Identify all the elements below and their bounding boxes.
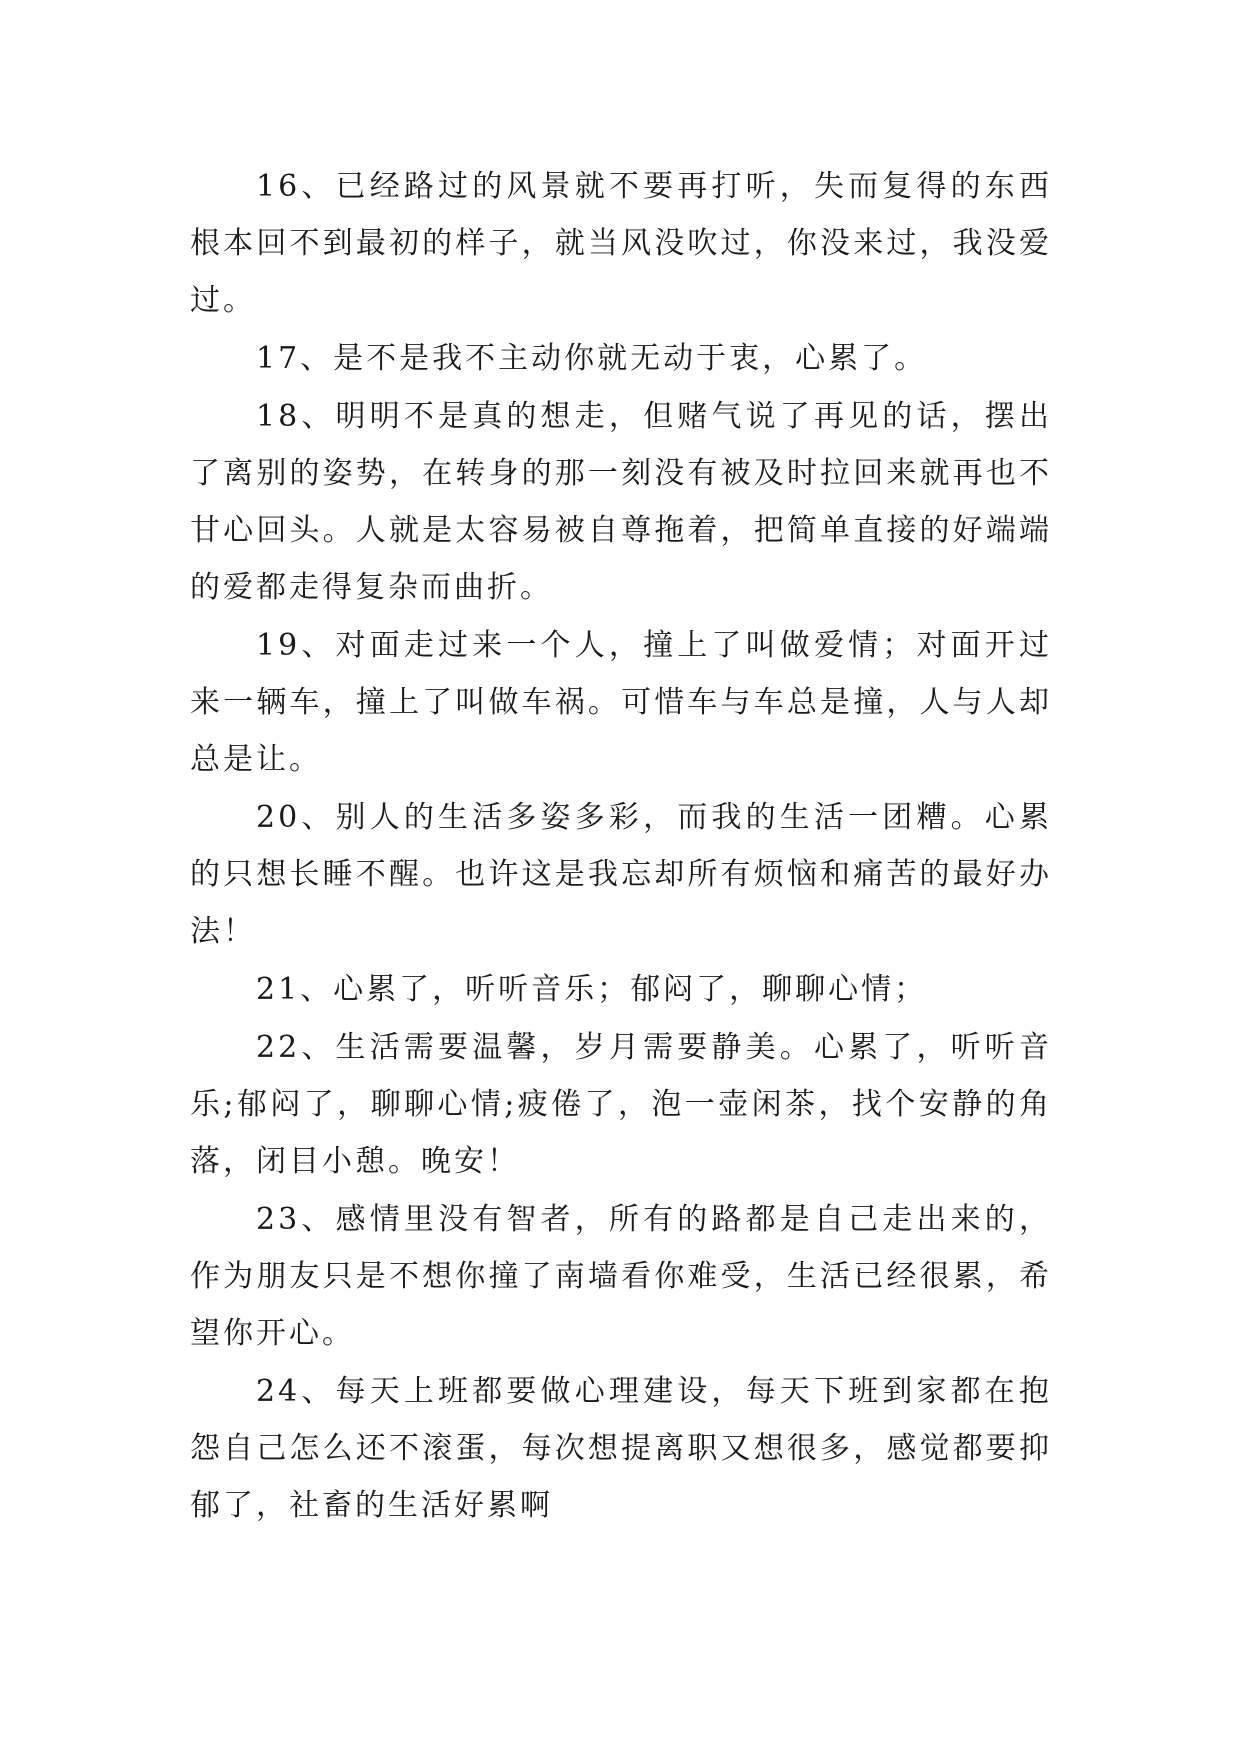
document-body	[190, 158, 1052, 1535]
paragraph-18: 18、明明不是真的想走，但赌气说了再见的话，摆出了离别的姿势，在转身的那一刻没有被及时拉回来就再也不甘心回头。人就是太容易被自尊拖着，把简单直接的好端端的爱都走得复杂而曲折。	[190, 399, 1052, 605]
paragraph-17: 17、是不是我不主动你就无动于衷，心累了。	[256, 341, 928, 376]
paragraph-16: 16、已经路过的风景就不要再打听，失而复得的东西根本回不到最初的样子，就当风没吹过，你没来过，我没爱过。	[190, 169, 1052, 318]
paragraph-19: 19、对面走过来一个人，撞上了叫做爱情；对面开过来一辆车，撞上了叫做车祸。可惜车与车总是撞，人与人却总是让。	[190, 628, 1052, 777]
paragraph-22: 22、生活需要温馨，岁月需要静美。心累了，听听音乐;郁闷了，聊聊心情;疲倦了，泡一壶闲茶，找个安静的角落，闭目小憩。晚安！	[190, 1030, 1052, 1179]
paragraph-23: 23、感情里没有智者，所有的路都是自己走出来的，作为朋友只是不想你撞了南墙看你难受，生活已经很累，希望你开心。	[190, 1202, 1052, 1351]
paragraph-20: 20、别人的生活多姿多彩，而我的生活一团糟。心累的只想长睡不醒。也许这是我忘却所有烦恼和痛苦的最好办法！	[190, 800, 1052, 949]
paragraph-21: 21、心累了，听听音乐；郁闷了，聊聊心情；	[256, 972, 928, 1007]
paragraph-24: 24、每天上班都要做心理建设，每天下班到家都在抱怨自己怎么还不滚蛋，每次想提离职又想很多，感觉都要抑郁了，社畜的生活好累啊	[190, 1374, 1052, 1523]
